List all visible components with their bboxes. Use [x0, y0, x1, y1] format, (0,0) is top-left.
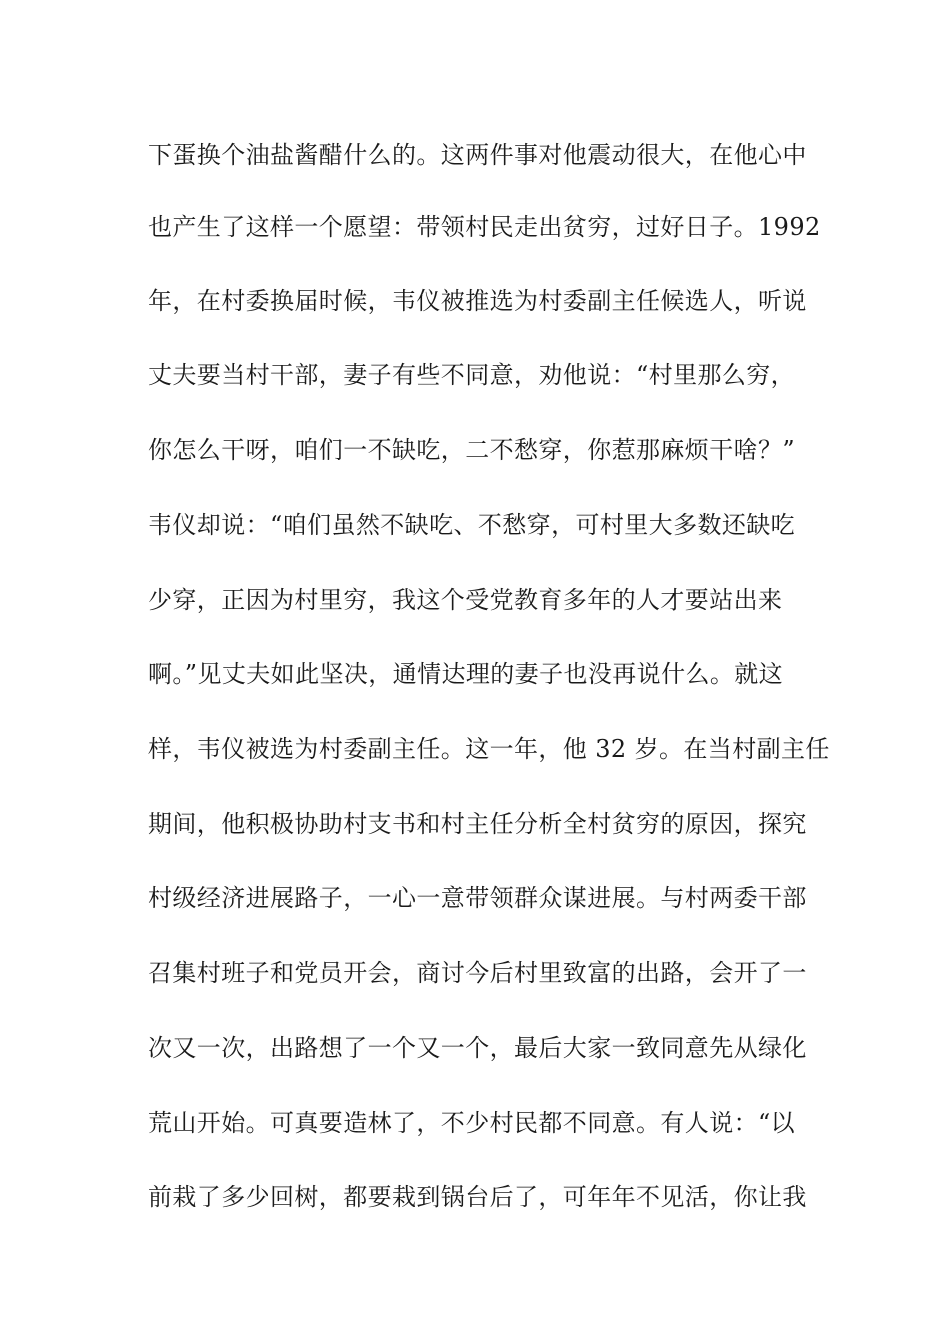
text-line-1: 下蛋换个油盐酱醋什么的。这两件事对他震动很大，在他心中	[148, 141, 807, 169]
text-line-5: 你怎么干呀，咱们一不缺吃，二不愁穿，你惹那麻烦干啥？”	[148, 436, 796, 464]
text-line-12: 召集村班子和党员开会，商讨今后村里致富的出路，会开了一	[148, 959, 807, 987]
text-line-6: 韦仪却说：“咱们虽然不缺吃、不愁穿，可村里大多数还缺吃	[148, 511, 796, 539]
text-line-3: 年，在村委换届时候，韦仪被推选为村委副主任候选人，听说	[148, 287, 807, 315]
text-line-11: 村级经济进展路子，一心一意带领群众谋进展。与村两委干部	[148, 884, 807, 912]
text-line-14: 荒山开始。可真要造林了，不少村民都不同意。有人说：“以	[148, 1109, 796, 1137]
text-line-13: 次又一次，出路想了一个又一个，最后大家一致同意先从绿化	[148, 1034, 807, 1062]
text-line-10: 期间，他积极协助村支书和村主任分析全村贫穷的原因，探究	[148, 810, 807, 838]
text-line-7: 少穿，正因为村里穷，我这个受党教育多年的人才要站出来	[148, 586, 783, 614]
text-line-4: 丈夫要当村干部，妻子有些不同意，劝他说：“村里那么穷，	[148, 361, 796, 389]
text-line-15: 前栽了多少回树，都要栽到锅台后了，可年年不见活，你让我	[148, 1183, 807, 1211]
text-line-8: 啊。”见丈夫如此坚决，通情达理的妻子也没再说什么。就这	[148, 660, 784, 688]
text-line-9: 样，韦仪被选为村委副主任。这一年，他 32 岁。在当村副主任	[148, 735, 830, 763]
text-line-2: 也产生了这样一个愿望：带领村民走出贫穷，过好日子。1992	[148, 213, 821, 241]
